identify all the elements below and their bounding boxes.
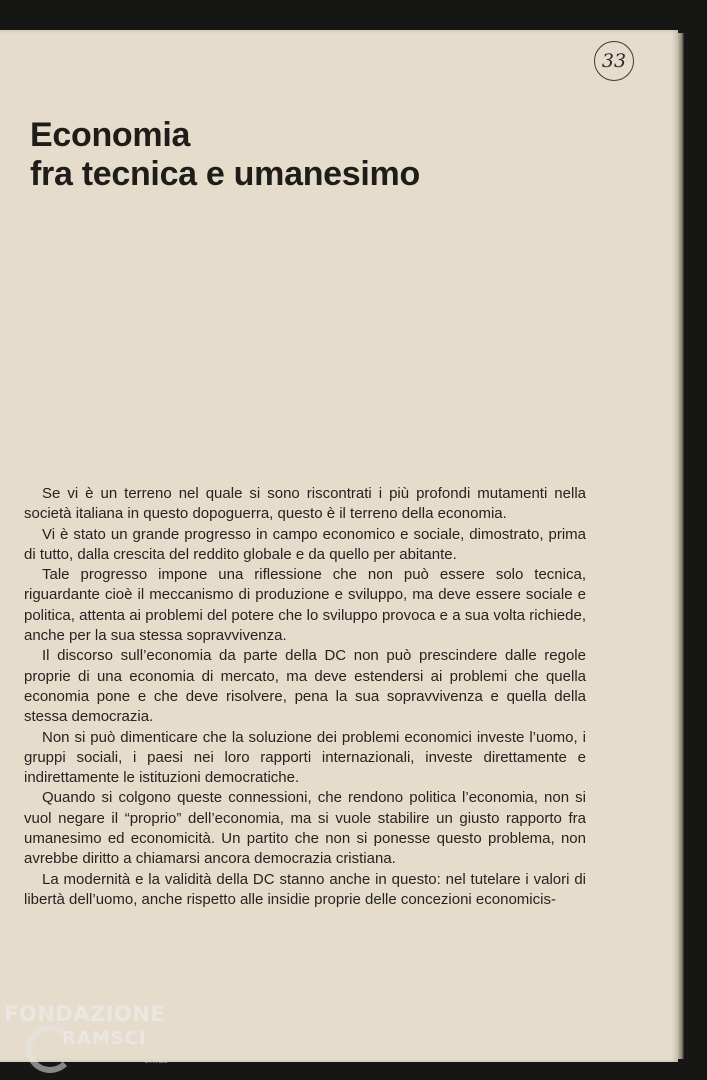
paragraph: Il discorso sull’economia da parte della DC non può prescindere dalle regole proprie di una economia di mercato, ma deve estendersi ai problemi che quella economia pone e che deve risolvere, pena la sua sopravvivenza e quella della stessa democrazia. — [24, 647, 586, 726]
page-edge — [678, 33, 684, 1059]
title-line-1: Economia — [30, 116, 191, 154]
watermark — [4, 1002, 165, 1049]
paragraph: Vi è stato un grande progresso in campo economico e sociale, dimostrato, prima di tutto, dalla crescita del reddito globale e da quello per abitante. — [24, 525, 586, 563]
watermark-line-2: RAMSCI — [62, 1028, 147, 1049]
paragraph: Se vi è un terreno nel quale si sono riscontrati i più profondi mutamenti nella società italiana in questo dopoguerra, questo è il terreno della economia. — [24, 485, 586, 523]
watermark-suffix: onlus — [144, 1056, 169, 1066]
paragraph: La modernità e la validità della DC stanno anche in questo: nel tutelare i valori di libertà dell’uomo, anche rispetto alle insidie proprie delle concezioni economicis- — [24, 870, 586, 908]
page-title — [30, 116, 420, 194]
paragraph: Quando si colgono queste connessioni, che rendono politica l’economia, non si vuol negare il “proprio” dell’economia, ma si vuole stabilire un giusto rapporto fra umanesimo ed economicità. Un partito che non si ponesse questo problema, non avrebbe diritto a chiamarsi ancora democrazia cristiana. — [24, 789, 586, 868]
watermark-line-1: FONDAZIONE — [4, 1002, 166, 1026]
body-text — [24, 484, 586, 910]
paragraph: Non si può dimenticare che la soluzione dei problemi economici investe l’uomo, i gruppi sociali, i paesi nei loro rapporti internazionali, investe direttamente e indirettamente le istituzioni democratiche. — [24, 728, 586, 787]
paragraph: Tale progresso impone una riflessione che non può essere solo tecnica, riguardante cioè il meccanismo di produzione e sviluppo, ma deve essere sociale e politica, attenta ai problemi del potere che lo sviluppo provoca e a sua volta richiede, anche per la sua stessa sopravvivenza. — [24, 566, 586, 645]
title-line-2: fra tecnica e umanesimo — [30, 155, 420, 193]
page-number: 33 — [594, 41, 634, 81]
